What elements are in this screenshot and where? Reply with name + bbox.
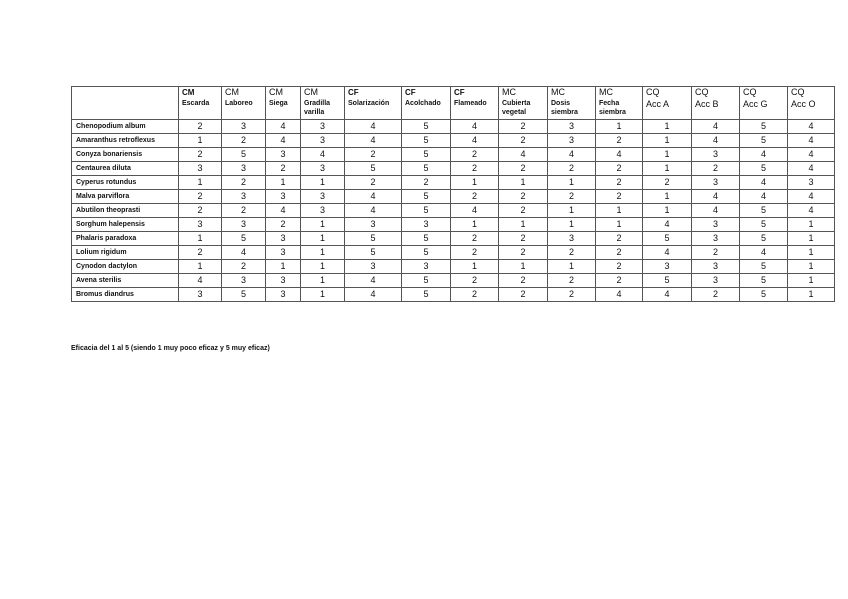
efficacy-value: 2 <box>499 162 548 176</box>
efficacy-value: 3 <box>222 162 266 176</box>
efficacy-value: 2 <box>692 246 740 260</box>
efficacy-value: 1 <box>788 288 835 302</box>
efficacy-value: 3 <box>692 274 740 288</box>
group-header: MC <box>548 87 596 99</box>
group-header: CF <box>451 87 499 99</box>
group-header-row <box>72 87 835 99</box>
efficacy-value: 4 <box>345 274 402 288</box>
efficacy-value: 4 <box>740 246 788 260</box>
efficacy-value: 1 <box>548 204 596 218</box>
efficacy-value: 1 <box>788 260 835 274</box>
efficacy-value: 2 <box>499 246 548 260</box>
efficacy-value: 1 <box>451 218 499 232</box>
efficacy-note: Eficacia del 1 al 5 (siendo 1 muy poco eficaz y 5 muy eficaz) <box>71 345 270 352</box>
table-row <box>72 120 835 134</box>
efficacy-value: 2 <box>692 288 740 302</box>
efficacy-table <box>71 86 835 302</box>
efficacy-value: 3 <box>301 162 345 176</box>
efficacy-value: 5 <box>740 204 788 218</box>
efficacy-value: 5 <box>740 288 788 302</box>
efficacy-value: 5 <box>402 288 451 302</box>
efficacy-value: 3 <box>548 232 596 246</box>
efficacy-value: 5 <box>740 260 788 274</box>
efficacy-value: 1 <box>596 218 643 232</box>
group-header: CM <box>179 87 222 99</box>
efficacy-value: 1 <box>643 190 692 204</box>
corner-cell <box>72 98 179 120</box>
efficacy-value: 1 <box>596 204 643 218</box>
method-header: Flameado <box>451 98 499 120</box>
efficacy-value: 4 <box>788 204 835 218</box>
efficacy-value: 4 <box>692 120 740 134</box>
method-header: Solarización <box>345 98 402 120</box>
efficacy-value: 4 <box>643 246 692 260</box>
species-name: Bromus diandrus <box>72 288 179 302</box>
efficacy-value: 3 <box>222 120 266 134</box>
efficacy-value: 1 <box>179 176 222 190</box>
efficacy-value: 5 <box>402 246 451 260</box>
method-header: Siega <box>266 98 301 120</box>
efficacy-value: 3 <box>301 190 345 204</box>
efficacy-value: 5 <box>643 274 692 288</box>
efficacy-value: 4 <box>643 288 692 302</box>
species-name: Phalaris paradoxa <box>72 232 179 246</box>
efficacy-value: 1 <box>499 260 548 274</box>
efficacy-value: 2 <box>345 148 402 162</box>
efficacy-value: 2 <box>451 274 499 288</box>
efficacy-value: 5 <box>740 120 788 134</box>
table-row <box>72 204 835 218</box>
efficacy-value: 3 <box>301 204 345 218</box>
efficacy-value: 2 <box>451 162 499 176</box>
efficacy-value: 4 <box>643 218 692 232</box>
efficacy-value: 5 <box>345 246 402 260</box>
efficacy-value: 4 <box>740 176 788 190</box>
table-row <box>72 162 835 176</box>
efficacy-value: 1 <box>643 148 692 162</box>
efficacy-value: 5 <box>643 232 692 246</box>
efficacy-value: 2 <box>451 288 499 302</box>
efficacy-value: 5 <box>402 274 451 288</box>
efficacy-value: 4 <box>222 246 266 260</box>
efficacy-value: 2 <box>596 274 643 288</box>
efficacy-value: 2 <box>222 260 266 274</box>
efficacy-value: 2 <box>596 246 643 260</box>
efficacy-value: 1 <box>788 218 835 232</box>
efficacy-value: 2 <box>451 246 499 260</box>
efficacy-value: 1 <box>301 232 345 246</box>
efficacy-value: 4 <box>266 134 301 148</box>
group-header: CQ <box>740 87 788 99</box>
efficacy-value: 2 <box>548 190 596 204</box>
method-header: Gradilla varilla <box>301 98 345 120</box>
table-row <box>72 148 835 162</box>
efficacy-value: 2 <box>643 176 692 190</box>
table-body <box>72 120 835 302</box>
efficacy-value: 3 <box>692 148 740 162</box>
efficacy-value: 3 <box>345 218 402 232</box>
efficacy-value: 3 <box>692 260 740 274</box>
efficacy-value: 4 <box>596 288 643 302</box>
efficacy-value: 5 <box>222 232 266 246</box>
efficacy-value: 1 <box>179 260 222 274</box>
efficacy-value: 2 <box>499 120 548 134</box>
efficacy-value: 3 <box>222 274 266 288</box>
efficacy-value: 3 <box>179 288 222 302</box>
efficacy-value: 3 <box>222 218 266 232</box>
species-name: Avena sterilis <box>72 274 179 288</box>
method-header: Escarda <box>179 98 222 120</box>
efficacy-value: 2 <box>222 134 266 148</box>
efficacy-value: 1 <box>499 176 548 190</box>
efficacy-value: 4 <box>499 148 548 162</box>
efficacy-value: 4 <box>596 148 643 162</box>
efficacy-value: 4 <box>266 120 301 134</box>
efficacy-value: 3 <box>266 190 301 204</box>
efficacy-value: 2 <box>499 288 548 302</box>
efficacy-value: 4 <box>788 190 835 204</box>
table-row <box>72 190 835 204</box>
method-header: Dosis siembra <box>548 98 596 120</box>
efficacy-value: 1 <box>266 176 301 190</box>
efficacy-value: 1 <box>301 218 345 232</box>
efficacy-value: 4 <box>548 148 596 162</box>
method-header: Fecha siembra <box>596 98 643 120</box>
group-header: CF <box>402 87 451 99</box>
efficacy-value: 4 <box>740 148 788 162</box>
efficacy-value: 2 <box>179 148 222 162</box>
efficacy-value: 2 <box>596 162 643 176</box>
method-header: Laboreo <box>222 98 266 120</box>
efficacy-value: 4 <box>451 204 499 218</box>
efficacy-value: 1 <box>596 120 643 134</box>
efficacy-value: 1 <box>266 260 301 274</box>
efficacy-value: 1 <box>643 120 692 134</box>
species-name: Cyperus rotundus <box>72 176 179 190</box>
efficacy-value: 3 <box>301 120 345 134</box>
efficacy-value: 4 <box>345 134 402 148</box>
efficacy-value: 1 <box>643 134 692 148</box>
efficacy-value: 3 <box>692 176 740 190</box>
efficacy-value: 1 <box>499 218 548 232</box>
group-header: CM <box>301 87 345 99</box>
efficacy-value: 5 <box>740 232 788 246</box>
group-header: CF <box>345 87 402 99</box>
efficacy-value: 3 <box>266 232 301 246</box>
efficacy-value: 5 <box>402 148 451 162</box>
species-name: Lolium rigidum <box>72 246 179 260</box>
efficacy-value: 2 <box>451 190 499 204</box>
efficacy-value: 2 <box>179 204 222 218</box>
efficacy-value: 2 <box>692 162 740 176</box>
species-name: Centaurea diluta <box>72 162 179 176</box>
efficacy-value: 2 <box>596 190 643 204</box>
efficacy-value: 5 <box>345 162 402 176</box>
group-header: CQ <box>692 87 740 99</box>
efficacy-value: 4 <box>345 204 402 218</box>
group-header: MC <box>596 87 643 99</box>
efficacy-value: 1 <box>643 162 692 176</box>
efficacy-value: 2 <box>596 134 643 148</box>
efficacy-value: 2 <box>596 232 643 246</box>
efficacy-value: 4 <box>345 288 402 302</box>
efficacy-value: 1 <box>301 260 345 274</box>
efficacy-value: 1 <box>301 288 345 302</box>
species-name: Malva parviflora <box>72 190 179 204</box>
efficacy-value: 3 <box>692 232 740 246</box>
efficacy-value: 1 <box>788 232 835 246</box>
efficacy-value: 2 <box>548 274 596 288</box>
table-row <box>72 260 835 274</box>
efficacy-value: 3 <box>402 218 451 232</box>
species-name: Conyza bonariensis <box>72 148 179 162</box>
efficacy-value: 4 <box>345 120 402 134</box>
efficacy-value: 5 <box>402 204 451 218</box>
efficacy-value: 1 <box>179 134 222 148</box>
efficacy-value: 5 <box>402 162 451 176</box>
group-header: CM <box>222 87 266 99</box>
efficacy-value: 3 <box>266 274 301 288</box>
efficacy-value: 1 <box>301 274 345 288</box>
efficacy-value: 4 <box>788 162 835 176</box>
efficacy-value: 4 <box>301 148 345 162</box>
efficacy-value: 4 <box>788 120 835 134</box>
table-row <box>72 134 835 148</box>
method-header-row <box>72 98 835 120</box>
efficacy-value: 1 <box>548 218 596 232</box>
efficacy-value: 3 <box>402 260 451 274</box>
efficacy-value: 2 <box>451 148 499 162</box>
efficacy-value: 4 <box>692 204 740 218</box>
efficacy-value: 1 <box>548 260 596 274</box>
table-row <box>72 232 835 246</box>
efficacy-value: 2 <box>402 176 451 190</box>
table-row <box>72 218 835 232</box>
efficacy-value: 2 <box>499 274 548 288</box>
efficacy-value: 2 <box>499 204 548 218</box>
efficacy-value: 4 <box>692 190 740 204</box>
efficacy-value: 3 <box>788 176 835 190</box>
efficacy-value: 3 <box>266 246 301 260</box>
efficacy-value: 2 <box>451 232 499 246</box>
table-row <box>72 274 835 288</box>
efficacy-value: 5 <box>740 218 788 232</box>
efficacy-value: 2 <box>266 162 301 176</box>
efficacy-value: 4 <box>451 134 499 148</box>
corner-cell <box>72 87 179 99</box>
efficacy-value: 2 <box>499 134 548 148</box>
efficacy-value: 2 <box>596 260 643 274</box>
species-name: Abutilon theoprasti <box>72 204 179 218</box>
efficacy-value: 3 <box>345 260 402 274</box>
efficacy-value: 5 <box>740 274 788 288</box>
efficacy-value: 3 <box>548 134 596 148</box>
efficacy-value: 5 <box>402 232 451 246</box>
efficacy-value: 2 <box>596 176 643 190</box>
efficacy-value: 1 <box>301 246 345 260</box>
efficacy-value: 4 <box>692 134 740 148</box>
efficacy-value: 4 <box>788 148 835 162</box>
group-header: CQ <box>643 87 692 99</box>
efficacy-value: 1 <box>548 176 596 190</box>
table-row <box>72 246 835 260</box>
method-header: Acc O <box>788 98 835 120</box>
efficacy-value: 3 <box>643 260 692 274</box>
efficacy-value: 2 <box>179 120 222 134</box>
efficacy-value: 4 <box>266 204 301 218</box>
efficacy-value: 2 <box>222 176 266 190</box>
efficacy-value: 4 <box>740 190 788 204</box>
efficacy-value: 2 <box>548 162 596 176</box>
efficacy-value: 4 <box>179 274 222 288</box>
efficacy-value: 3 <box>222 190 266 204</box>
efficacy-value: 2 <box>548 246 596 260</box>
efficacy-value: 5 <box>345 232 402 246</box>
efficacy-value: 3 <box>179 162 222 176</box>
efficacy-value: 1 <box>179 232 222 246</box>
group-header: CM <box>266 87 301 99</box>
efficacy-value: 4 <box>451 120 499 134</box>
efficacy-value: 1 <box>788 246 835 260</box>
efficacy-value: 1 <box>788 274 835 288</box>
efficacy-value: 2 <box>548 288 596 302</box>
efficacy-value: 2 <box>345 176 402 190</box>
efficacy-value: 4 <box>345 190 402 204</box>
efficacy-value: 5 <box>740 162 788 176</box>
group-header: CQ <box>788 87 835 99</box>
efficacy-value: 2 <box>266 218 301 232</box>
efficacy-value: 1 <box>643 204 692 218</box>
efficacy-value: 2 <box>179 190 222 204</box>
efficacy-value: 1 <box>451 260 499 274</box>
efficacy-value: 5 <box>740 134 788 148</box>
efficacy-value: 2 <box>499 190 548 204</box>
efficacy-value: 5 <box>222 288 266 302</box>
efficacy-value: 2 <box>222 204 266 218</box>
table-row <box>72 176 835 190</box>
efficacy-value: 3 <box>179 218 222 232</box>
efficacy-value: 5 <box>402 120 451 134</box>
method-header: Acc G <box>740 98 788 120</box>
species-name: Chenopodium album <box>72 120 179 134</box>
efficacy-value: 1 <box>451 176 499 190</box>
efficacy-value: 2 <box>179 246 222 260</box>
efficacy-value: 5 <box>402 134 451 148</box>
efficacy-value: 5 <box>222 148 266 162</box>
efficacy-value: 3 <box>266 288 301 302</box>
species-name: Amaranthus retroflexus <box>72 134 179 148</box>
efficacy-value: 3 <box>301 134 345 148</box>
efficacy-value: 3 <box>548 120 596 134</box>
efficacy-value: 4 <box>788 134 835 148</box>
species-name: Cynodon dactylon <box>72 260 179 274</box>
efficacy-value: 5 <box>402 190 451 204</box>
efficacy-value: 3 <box>266 148 301 162</box>
table-row <box>72 288 835 302</box>
method-header: Acolchado <box>402 98 451 120</box>
efficacy-value: 3 <box>692 218 740 232</box>
table-header <box>72 87 835 120</box>
efficacy-value: 1 <box>301 176 345 190</box>
method-header: Acc A <box>643 98 692 120</box>
group-header: MC <box>499 87 548 99</box>
method-header: Cubierta vegetal <box>499 98 548 120</box>
species-name: Sorghum halepensis <box>72 218 179 232</box>
efficacy-value: 2 <box>499 232 548 246</box>
method-header: Acc B <box>692 98 740 120</box>
